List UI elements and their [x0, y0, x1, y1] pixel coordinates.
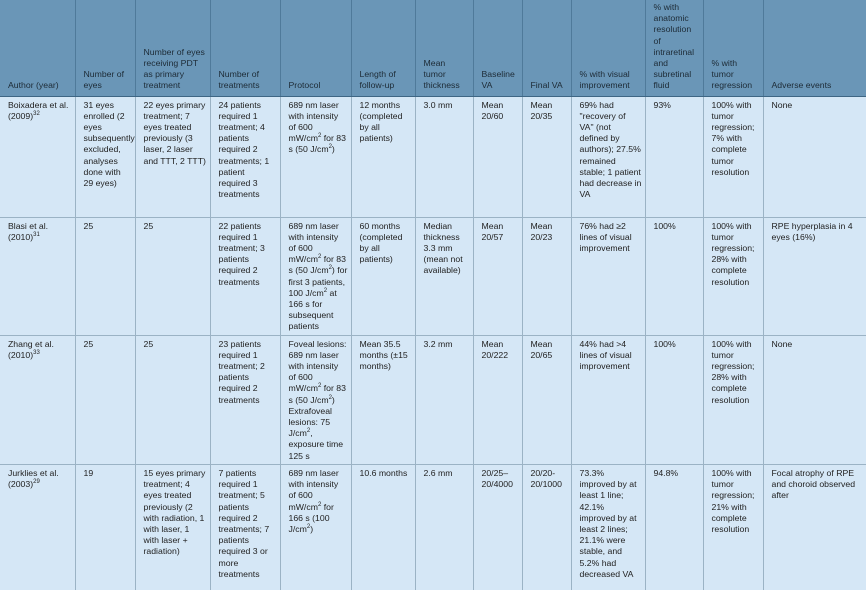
- cell-eyes: 31 eyes enrolled (2 eyes subsequently excluded, analyses done with 29 eyes): [75, 96, 135, 217]
- cell-author: Blasi et al. $(2010)^{31}$: [0, 217, 75, 335]
- reference-superscript: 32: [33, 110, 40, 117]
- cell-protocol: 689 nm laser with intensity of 600 $mW/cm^2$ for 83 s (50 $J/cm^2$): [280, 96, 351, 217]
- cell-baseline-va: Mean 20/57: [473, 217, 522, 335]
- col-header-adverse: Adverse events: [763, 0, 866, 96]
- cell-adverse: None: [763, 96, 866, 217]
- cell-treatments: 7 patients required 1 treatment; 5 patients required 2 treatments; 7 patients required 3 or more treatments: [210, 464, 280, 590]
- cell-eyes: 25: [75, 217, 135, 335]
- cell-resolution: 100%: [645, 335, 703, 464]
- col-header-pdt-primary: Number of eyes receiving PDT as primary treatment: [135, 0, 210, 96]
- col-header-final-va: Final VA: [522, 0, 571, 96]
- cell-eyes: 25: [75, 335, 135, 464]
- cell-adverse: None: [763, 335, 866, 464]
- col-header-followup: Length of follow-up: [351, 0, 415, 96]
- table-row: [0, 335, 866, 464]
- cell-protocol: 689 nm laser with intensity of 600 $mW/cm^2$ for 166 s (100 $J/cm^2$): [280, 464, 351, 590]
- cell-final-va: Mean 20/65: [522, 335, 571, 464]
- cell-final-va: Mean 20/35: [522, 96, 571, 217]
- cell-treatments: 23 patients required 1 treatment; 2 patients required 2 treatments: [210, 335, 280, 464]
- col-header-baseline-va: Baseline VA: [473, 0, 522, 96]
- cell-followup: 12 months (completed by all patients): [351, 96, 415, 217]
- reference-superscript: 29: [33, 479, 40, 486]
- table-row: [0, 464, 866, 590]
- reference-superscript: 31: [33, 231, 40, 238]
- reference-superscript: 33: [33, 349, 40, 356]
- table-row: [0, 96, 866, 217]
- cell-regression: 100% with tumor regression; 28% with complete resolution: [703, 217, 763, 335]
- col-header-protocol: Protocol: [280, 0, 351, 96]
- cell-eyes: 19: [75, 464, 135, 590]
- cell-followup: Mean 35.5 months (±15 months): [351, 335, 415, 464]
- col-header-thickness: Mean tumor thickness: [415, 0, 473, 96]
- cell-regression: 100% with tumor regression; 7% with complete tumor resolution: [703, 96, 763, 217]
- cell-thickness: Median thickness 3.3 mm (mean not available): [415, 217, 473, 335]
- cell-pdt-primary: 15 eyes primary treatment; 4 eyes treated previously (2 with radiation, 1 with laser, 1 with laser + radiation): [135, 464, 210, 590]
- cell-adverse: Focal atrophy of RPE and choroid observed after: [763, 464, 866, 590]
- cell-visual-improvement: 44% had >4 lines of visual improvement: [571, 335, 645, 464]
- cell-author: Zhang et al. $(2010)^{33}$: [0, 335, 75, 464]
- cell-baseline-va: Mean 20/222: [473, 335, 522, 464]
- cell-resolution: 93%: [645, 96, 703, 217]
- col-header-visual-improvement: % with visual improvement: [571, 0, 645, 96]
- cell-author: Jurklies et al. $(2003)^{29}$: [0, 464, 75, 590]
- cell-baseline-va: 20/25–20/4000: [473, 464, 522, 590]
- cell-visual-improvement: 69% had "recovery of VA" (not defined by authors); 27.5% remained stable; 1 patient had decrease in VA: [571, 96, 645, 217]
- cell-pdt-primary: 25: [135, 335, 210, 464]
- col-header-author: Author (year): [0, 0, 75, 96]
- header-row: [0, 0, 866, 96]
- col-header-regression: % with tumor regression: [703, 0, 763, 96]
- cell-pdt-primary: 22 eyes primary treatment; 7 eyes treated previously (3 laser, 2 laser and TTT, 2 TTT): [135, 96, 210, 217]
- cell-regression: 100% with tumor regression; 21% with complete resolution: [703, 464, 763, 590]
- cell-thickness: 3.0 mm: [415, 96, 473, 217]
- cell-final-va: 20/20-20/1000: [522, 464, 571, 590]
- cell-visual-improvement: 73.3% improved by at least 1 line; 42.1% improved by at least 2 lines; 21.1% were stable, and 5.2% had decreased VA: [571, 464, 645, 590]
- cell-followup: 10.6 months: [351, 464, 415, 590]
- cell-thickness: 3.2 mm: [415, 335, 473, 464]
- cell-adverse: RPE hyperplasia in 4 eyes (16%): [763, 217, 866, 335]
- cell-treatments: 22 patients required 1 treatment; 3 patients required 2 treatments: [210, 217, 280, 335]
- cell-protocol: 689 nm laser with intensity of 600 $mW/cm^2$ for 83 s (50 $J/cm^2$) for first 3 patients, 100 $J/cm^2$ at 166 s for subsequent patients: [280, 217, 351, 335]
- col-header-eyes: Number of eyes: [75, 0, 135, 96]
- table-row: [0, 217, 866, 335]
- cell-treatments: 24 patients required 1 treatment; 4 patients required 2 treatments; 1 patient required 3 treatments: [210, 96, 280, 217]
- cell-resolution: 100%: [645, 217, 703, 335]
- cell-thickness: 2.6 mm: [415, 464, 473, 590]
- cell-final-va: Mean 20/23: [522, 217, 571, 335]
- cell-resolution: 94.8%: [645, 464, 703, 590]
- cell-author: Boixadera et al. $(2009)^{32}$: [0, 96, 75, 217]
- col-header-resolution: % with anatomic resolution of intraretinal and subretinal fluid: [645, 0, 703, 96]
- cell-followup: 60 months (completed by all patients): [351, 217, 415, 335]
- cell-regression: 100% with tumor regression; 28% with complete resolution: [703, 335, 763, 464]
- cell-pdt-primary: 25: [135, 217, 210, 335]
- cell-protocol: Foveal lesions: 689 nm laser with intensity of 600 $mW/cm^2$ for 83 s (50 $J/cm^2$) Extrafoveal lesions: 75 $J/cm^2$, exposure time 125 s: [280, 335, 351, 464]
- cell-baseline-va: Mean 20/60: [473, 96, 522, 217]
- col-header-treatments: Number of treatments: [210, 0, 280, 96]
- cell-visual-improvement: 76% had ≥2 lines of visual improvement: [571, 217, 645, 335]
